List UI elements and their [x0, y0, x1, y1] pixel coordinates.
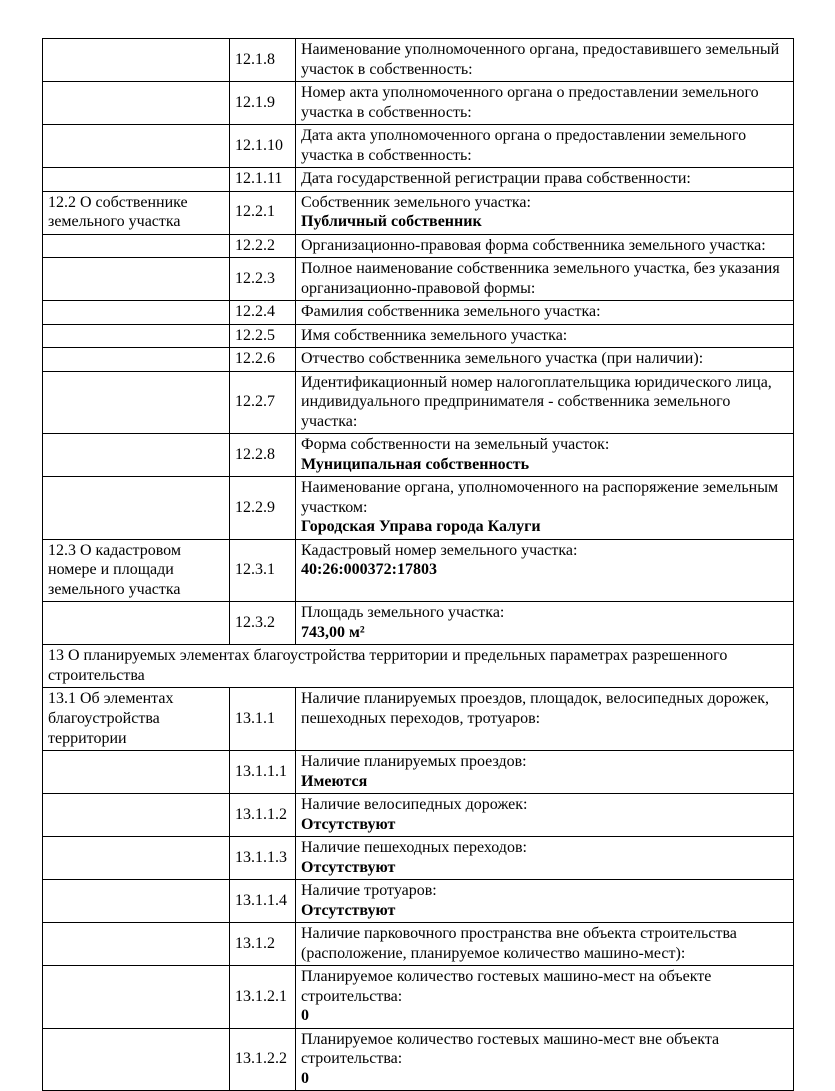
table-row [43, 602, 794, 645]
table-row [43, 880, 794, 923]
row-description-cell [296, 125, 794, 168]
row-code: 12.2.2 [230, 234, 296, 258]
row-description-cell [296, 477, 794, 540]
row-description-cell [296, 602, 794, 645]
row-code: 13.1.1.3 [230, 837, 296, 880]
row-group-label [43, 348, 230, 372]
row-value: Городская Управа города Калуги [301, 518, 541, 536]
row-description-cell [296, 371, 794, 434]
row-code: 12.2.8 [230, 434, 296, 477]
table-row [43, 191, 794, 234]
row-description-cell [296, 539, 794, 602]
row-label: Организационно-правовая форма собственника земельного участка: [301, 236, 766, 254]
row-description-cell [296, 348, 794, 372]
row-code: 12.1.9 [230, 82, 296, 125]
table-row [43, 477, 794, 540]
row-group-label [43, 258, 230, 301]
table-row [43, 539, 794, 602]
row-group-label [43, 923, 230, 966]
row-value: Отсутствуют [301, 901, 396, 919]
row-value: Имеются [301, 772, 368, 790]
row-code: 12.1.8 [230, 39, 296, 82]
row-label: Наименование органа, уполномоченного на распоряжение земельным участком: [301, 479, 779, 516]
row-description-cell [296, 234, 794, 258]
table-row [43, 301, 794, 325]
row-description-cell [296, 301, 794, 325]
table-row [43, 234, 794, 258]
row-code: 12.3.1 [230, 539, 296, 602]
row-group-label [43, 39, 230, 82]
row-label: Имя собственника земельного участка: [301, 326, 568, 344]
row-group-label [43, 125, 230, 168]
row-description-cell [296, 258, 794, 301]
section-header-text: 13 О планируемых элементах благоустройства территории и предельных параметрах разрешенного строительства [43, 645, 794, 688]
row-group-label [43, 602, 230, 645]
row-group-label: 12.3 О кадастровом номере и площади земельного участка [43, 539, 230, 602]
row-code: 12.2.4 [230, 301, 296, 325]
row-group-label [43, 234, 230, 258]
row-code: 12.3.2 [230, 602, 296, 645]
row-label: Полное наименование собственника земельного участка, без указания организационно-правовой формы: [301, 260, 780, 297]
row-group-label [43, 966, 230, 1029]
row-code: 13.1.2 [230, 923, 296, 966]
row-value: Отсутствуют [301, 858, 396, 876]
row-group-label [43, 434, 230, 477]
row-value: Отсутствуют [301, 815, 396, 833]
row-description-cell [296, 966, 794, 1029]
row-label: Дата акта уполномоченного органа о предоставлении земельного участка в собственность: [301, 127, 747, 164]
row-label: Планируемое количество гостевых машино-мест на объекте строительства: [301, 968, 712, 1005]
row-description-cell [296, 923, 794, 966]
row-value: Публичный собственник [301, 213, 482, 231]
row-label: Наличие велосипедных дорожек: [301, 796, 528, 814]
row-description-cell [296, 688, 794, 751]
row-code: 12.2.3 [230, 258, 296, 301]
row-group-label [43, 1028, 230, 1091]
row-group-label [43, 794, 230, 837]
row-description-cell [296, 82, 794, 125]
row-label: Планируемое количество гостевых машино-мест вне объекта строительства: [301, 1030, 720, 1068]
row-group-label [43, 168, 230, 192]
table-row [43, 966, 794, 1029]
row-group-label [43, 880, 230, 923]
row-value: Муниципальная собственность [301, 455, 530, 473]
row-group-label: 13.1 Об элементах благоустройства территории [43, 688, 230, 751]
row-label: Наличие пешеходных переходов: [301, 839, 527, 857]
row-code: 12.2.5 [230, 324, 296, 348]
row-code: 13.1.1.1 [230, 751, 296, 794]
row-description-cell [296, 880, 794, 923]
row-description-cell [296, 794, 794, 837]
table-row [43, 794, 794, 837]
row-group-label [43, 371, 230, 434]
row-value: 0 [301, 1069, 309, 1087]
row-description-cell [296, 751, 794, 794]
row-value: 743,00 м² [301, 623, 365, 641]
row-label: Кадастровый номер земельного участка: [301, 541, 578, 559]
row-description-cell [296, 434, 794, 477]
row-label: Наличие планируемых проездов: [301, 753, 527, 771]
table-body [43, 39, 794, 1091]
table-row [43, 371, 794, 434]
row-code: 13.1.2.2 [230, 1028, 296, 1091]
row-description-cell [296, 39, 794, 82]
row-code: 13.1.1.2 [230, 794, 296, 837]
row-group-label [43, 324, 230, 348]
row-group-label: 12.2 О собственнике земельного участка [43, 191, 230, 234]
row-description-cell [296, 837, 794, 880]
table-row [43, 82, 794, 125]
declaration-table [42, 38, 794, 1091]
row-group-label [43, 751, 230, 794]
row-label: Фамилия собственника земельного участка: [301, 303, 601, 321]
row-code: 12.2.6 [230, 348, 296, 372]
row-code: 13.1.2.1 [230, 966, 296, 1029]
table-row [43, 39, 794, 82]
row-label: Площадь земельного участка: [301, 604, 505, 622]
row-description-cell [296, 1028, 794, 1091]
row-label: Идентификационный номер налогоплательщика юридического лица, индивидуального предпринимателя - собственника земельного участка: [301, 373, 772, 430]
row-description-cell [296, 324, 794, 348]
row-code: 13.1.1.4 [230, 880, 296, 923]
row-label: Наименование уполномоченного органа, предоставившего земельный участок в собственность: [301, 41, 780, 78]
row-value: 40:26:000372:17803 [301, 561, 437, 579]
row-label: Наличие планируемых проездов, площадок, велосипедных дорожек, пешеходных переходов, тротуаров: [301, 690, 770, 727]
table-row [43, 751, 794, 794]
table-row [43, 258, 794, 301]
row-label: Дата государственной регистрации права собственности: [301, 170, 691, 188]
table-row [43, 1028, 794, 1091]
table-row [43, 688, 794, 751]
table-row [43, 837, 794, 880]
table-row [43, 923, 794, 966]
table-row [43, 125, 794, 168]
row-code: 12.2.9 [230, 477, 296, 540]
row-value: 0 [301, 1007, 309, 1025]
row-label: Наличие тротуаров: [301, 882, 437, 900]
table-row [43, 324, 794, 348]
row-label: Отчество собственника земельного участка (при наличии): [301, 350, 704, 368]
row-group-label [43, 301, 230, 325]
row-code: 12.2.1 [230, 191, 296, 234]
row-description-cell [296, 191, 794, 234]
row-code: 12.2.7 [230, 371, 296, 434]
table-row [43, 434, 794, 477]
row-code: 12.1.10 [230, 125, 296, 168]
row-label: Наличие парковочного пространства вне объекта строительства (расположение, планируемое количество машино-мест): [301, 925, 737, 962]
row-code: 12.1.11 [230, 168, 296, 192]
row-group-label [43, 477, 230, 540]
row-label: Номер акта уполномоченного органа о предоставлении земельного участка в собственность: [301, 84, 759, 121]
row-description-cell [296, 168, 794, 192]
row-group-label [43, 837, 230, 880]
table-row [43, 168, 794, 192]
table-row [43, 348, 794, 372]
section-header-row [43, 645, 794, 688]
row-label: Форма собственности на земельный участок: [301, 436, 610, 454]
row-group-label [43, 82, 230, 125]
row-label: Собственник земельного участка: [301, 193, 531, 211]
row-code: 13.1.1 [230, 688, 296, 751]
